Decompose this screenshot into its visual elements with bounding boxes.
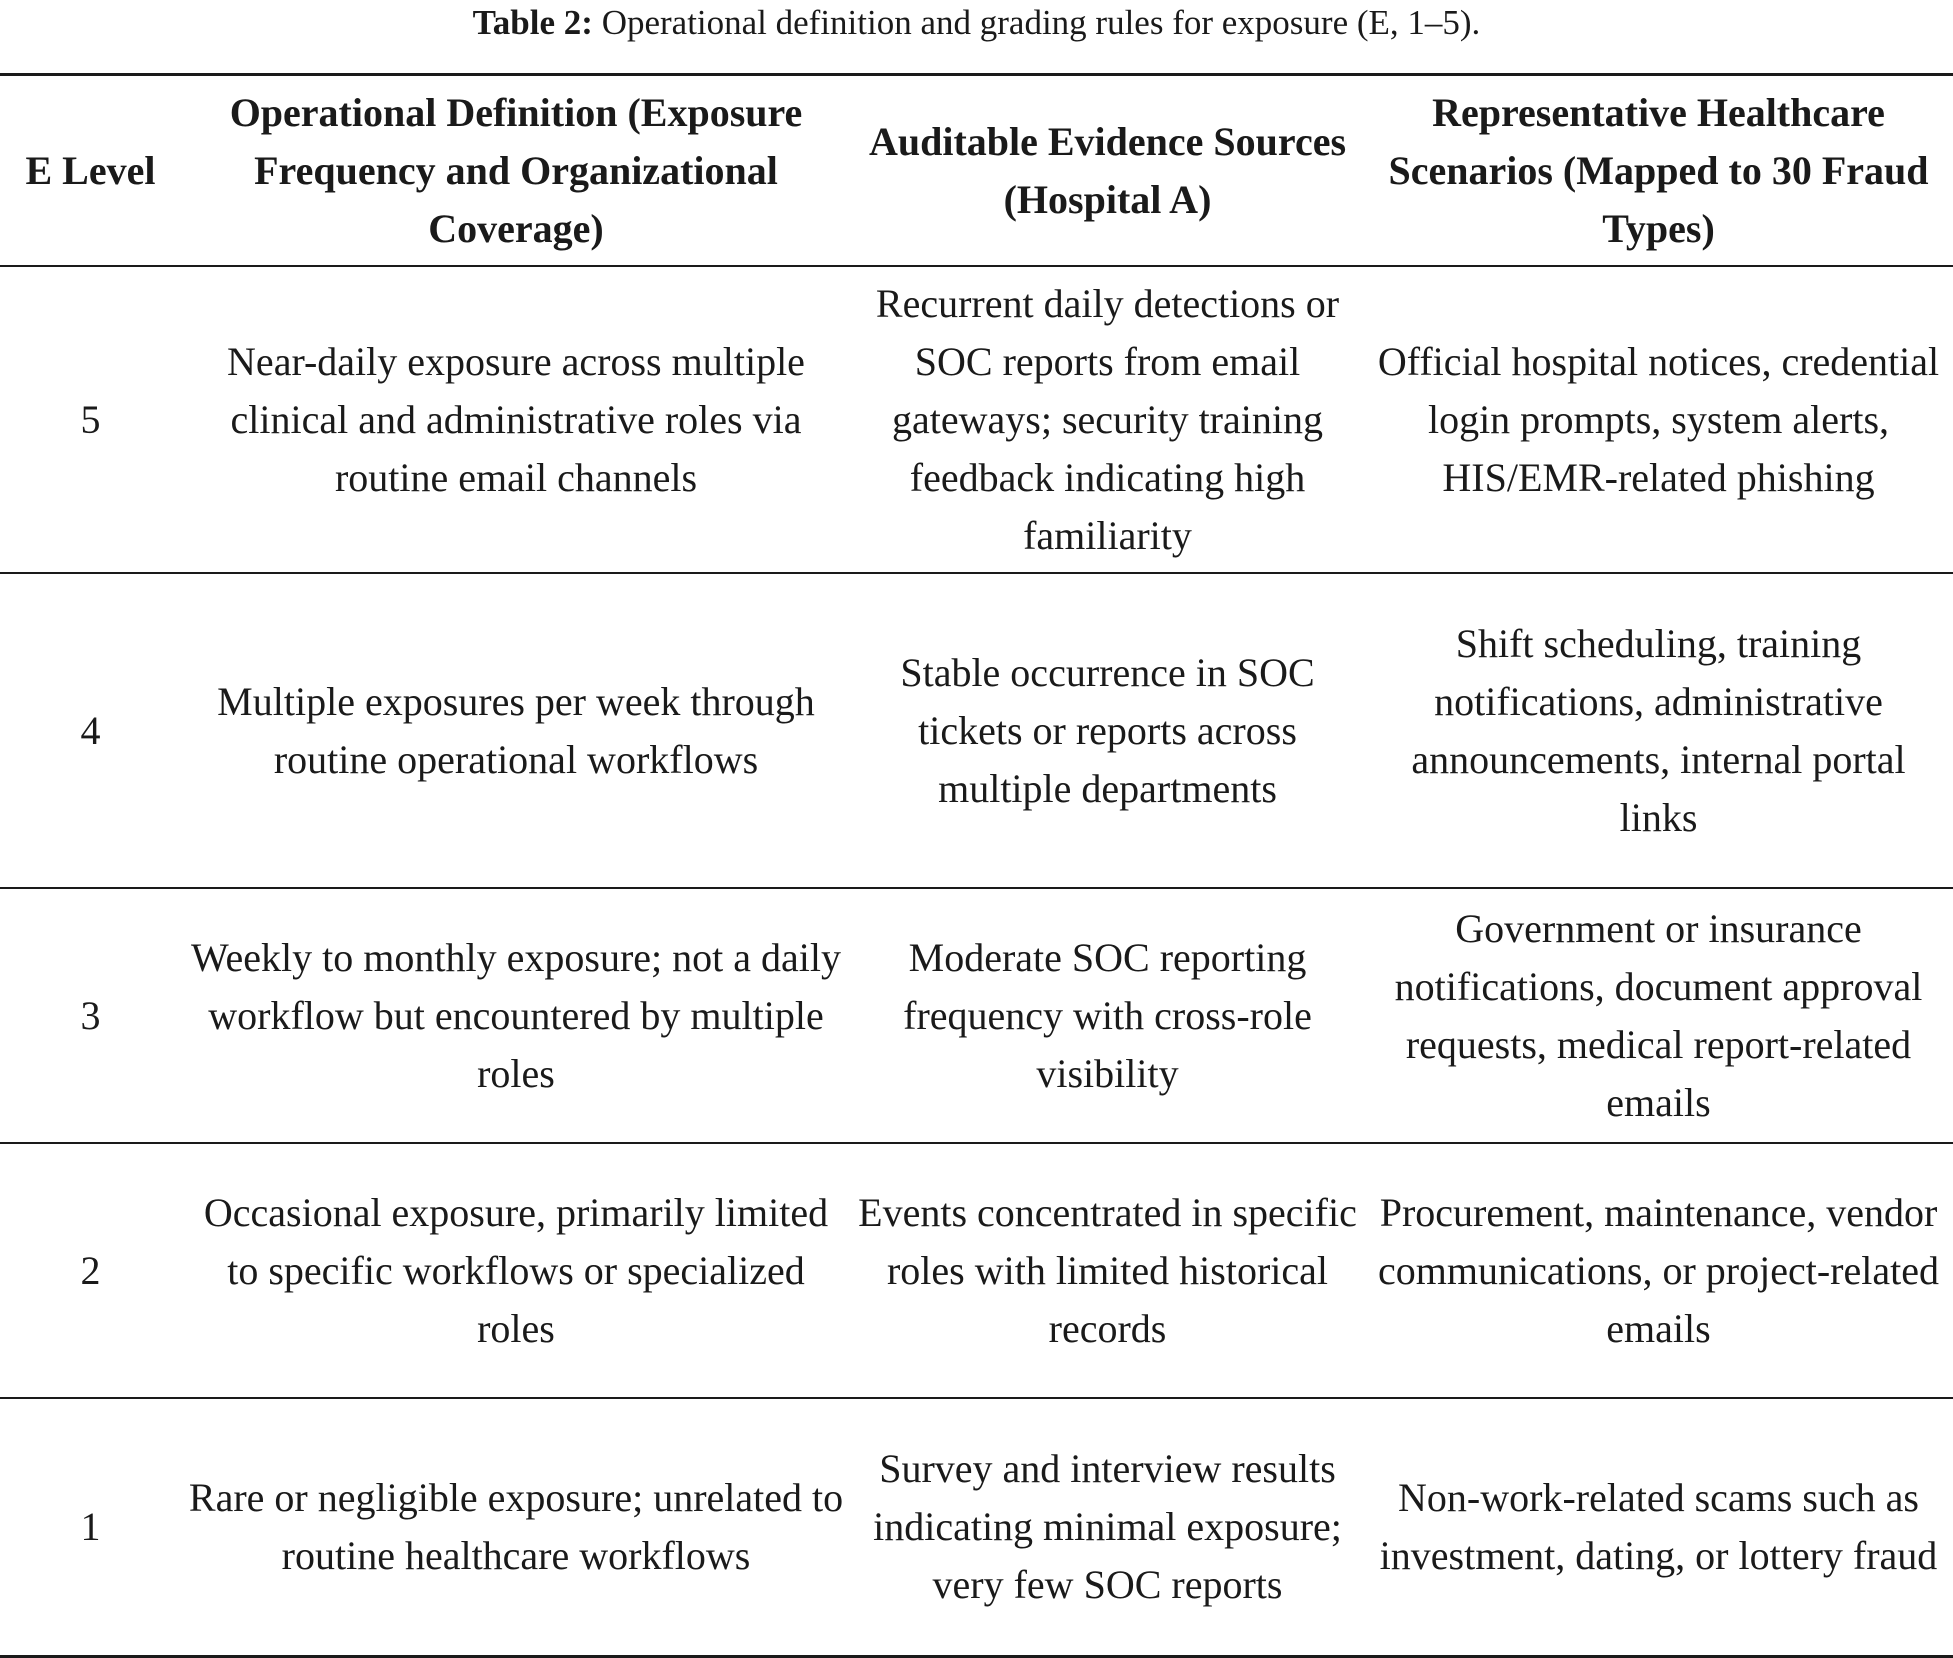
cell-scenarios: Shift scheduling, training notifications, administrative announcements, internal portal links (1411, 620, 1906, 840)
cell-e-level: 3 (80, 992, 101, 1038)
header-operational-definition: Operational Definition (Exposure Frequency and Organizational Coverage) (229, 89, 803, 251)
cell-e-level: 4 (80, 707, 101, 753)
cell-definition: Multiple exposures per week through routine operational workflows (217, 678, 815, 782)
cell-definition: Near-daily exposure across multiple clinical and administrative roles via routine email channels (227, 338, 805, 500)
table-row (0, 1398, 1953, 1657)
header-evidence-sources: Auditable Evidence Sources (Hospital A) (868, 118, 1347, 222)
cell-definition: Weekly to monthly exposure; not a daily workflow but encountered by multiple roles (191, 934, 841, 1096)
table-row (0, 573, 1953, 888)
cell-evidence: Stable occurrence in SOC tickets or reports across multiple departments (900, 649, 1315, 811)
cell-evidence: Recurrent daily detections or SOC reports from email gateways; security training feedback indicating high familiarity (875, 280, 1340, 558)
cell-evidence: Events concentrated in specific roles with limited historical records (858, 1189, 1357, 1351)
cell-scenarios: Official hospital notices, credential login prompts, system alerts, HIS/EMR-related phishing (1377, 338, 1940, 500)
table-caption-text: Operational definition and grading rules for exposure (E, 1–5). (601, 3, 1481, 42)
cell-evidence: Moderate SOC reporting frequency with cross-role visibility (903, 934, 1312, 1096)
table-row (0, 266, 1953, 573)
cell-evidence: Survey and interview results indicating minimal exposure; very few SOC reports (873, 1446, 1342, 1607)
header-e-level: E Level (25, 147, 156, 193)
table-row (0, 888, 1953, 1143)
cell-scenarios: Non-work-related scams such as investment, dating, or lottery fraud (1379, 1475, 1938, 1578)
header-scenarios: Representative Healthcare Scenarios (Mapped to 30 Fraud Types) (1388, 89, 1929, 251)
table-row (0, 1143, 1953, 1398)
cell-e-level: 2 (80, 1247, 101, 1293)
exposure-grading-table (0, 73, 1953, 1658)
cell-e-level: 5 (80, 396, 101, 442)
cell-scenarios: Government or insurance notifications, document approval requests, medical report-related emails (1394, 905, 1923, 1125)
cell-e-level: 1 (80, 1504, 101, 1549)
cell-definition: Occasional exposure, primarily limited to specific workflows or specialized roles (203, 1189, 829, 1351)
table-caption (0, 0, 1953, 45)
cell-definition: Rare or negligible exposure; unrelated to routine healthcare workflows (188, 1475, 844, 1578)
table-caption-label: Table 2: (472, 3, 593, 42)
table-header-row (0, 75, 1953, 267)
cell-scenarios: Procurement, maintenance, vendor communications, or project-related emails (1378, 1189, 1939, 1351)
